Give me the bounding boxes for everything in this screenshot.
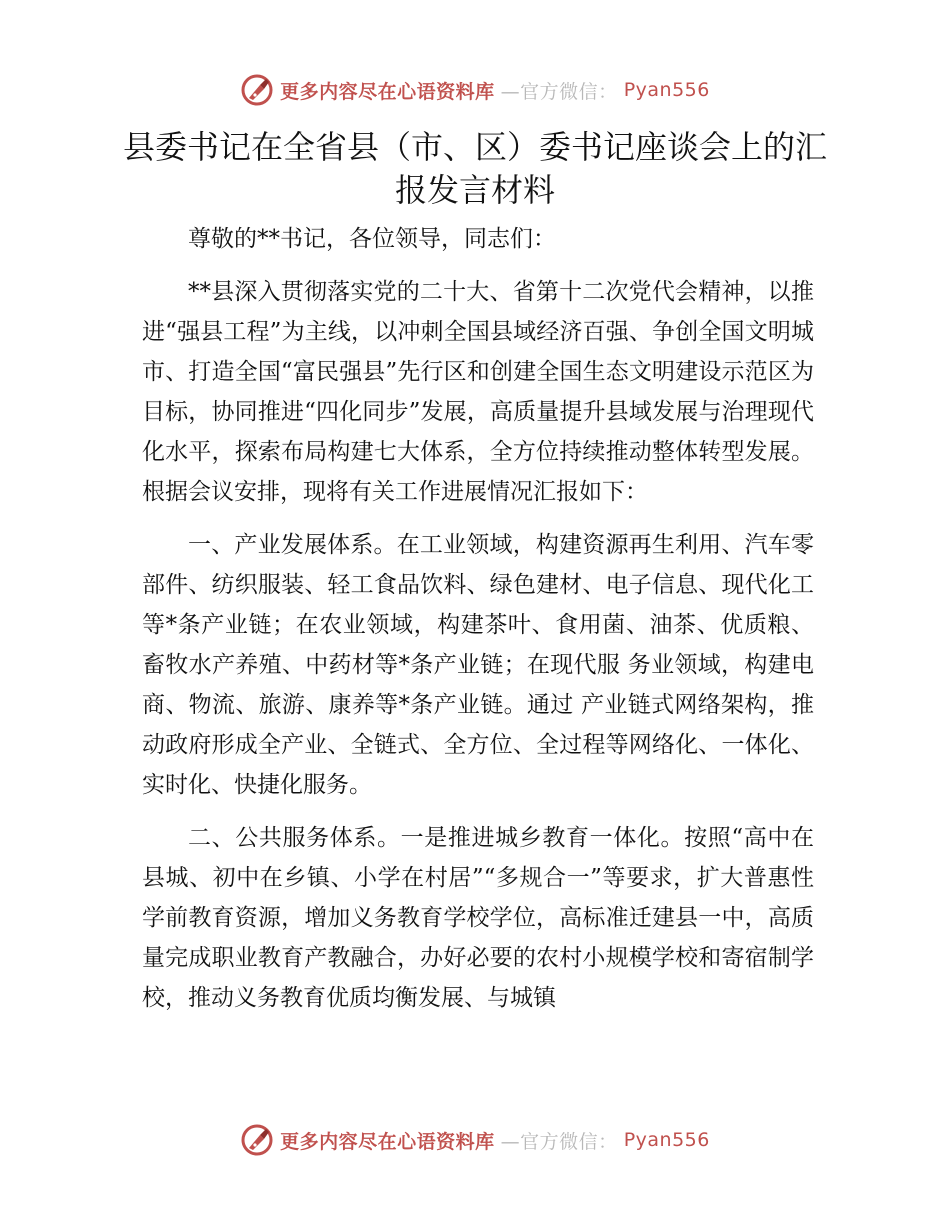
industry-system-paragraph: 一、产业发展体系。在工业领域，构建资源再生利用、汽车零部件、纺织服装、轻工食品饮料、绿色建材、电子信息、现代化工等*条产业链；在农业领域，构建茶叶、食用菌、油茶、优质粮、畜牧水产养殖、中药材等*条产业链；在现代服 务业领域，构建电商、物流、旅游、康养等*条产业链。通过 产业链式网络架构，推动政府形成全产业、全链式、全方位、全过程等网络化、一体化、实时化、快捷化服务。 [142,532,814,798]
watermark-separator-text: —官方微信： [500,80,618,103]
watermark-id-text: Pyan556 [623,1129,710,1151]
intro-paragraph: **县深入贯彻落实党的二十大、省第十二次党代会精神，以推进“强县工程”为主线，以冲刺全国县域经济百强、争创全国文明城市、打造全国“富民强县”先行区和创建全国生态文明建设示范区为目标，协同推进“四化同步”发展，高质量提升县域发展与治理现代化水平，探索布局构建七大体系，全方位持续推动整体转型发展。根据会议安排，现将有关工作进展情况汇报如下： [142,279,814,505]
footer-watermark [0,1118,950,1162]
watermark-id-text: Pyan556 [623,79,710,101]
header-watermark [0,68,950,112]
pen-nib-logo-icon [240,73,274,107]
document-body [142,219,814,1031]
pen-nib-logo-icon [240,1123,274,1157]
document-title: 县委书记在全省县（市、区）委书记座谈会上的汇报发言材料 [122,128,827,209]
watermark-main-text: 更多内容尽在心语资料库 [280,1130,495,1153]
watermark-main-text: 更多内容尽在心语资料库 [280,80,495,103]
watermark-separator-text: —官方微信： [500,1130,618,1153]
salutation-paragraph: 尊敬的**书记，各位领导，同志们： [188,226,556,252]
public-service-paragraph: 二、公共服务体系。一是推进城乡教育一体化。按照“高中在县城、初中在乡镇、小学在村居”“多规合一”等要求，扩大普惠性学前教育资源，增加义务教育学校学位，高标准迁建县一中，高质量完成职业教育产教融合，办好必要的农村小规模学校和寄宿制学校，推动义务教育优质均衡发展、与城镇 [142,825,814,1011]
